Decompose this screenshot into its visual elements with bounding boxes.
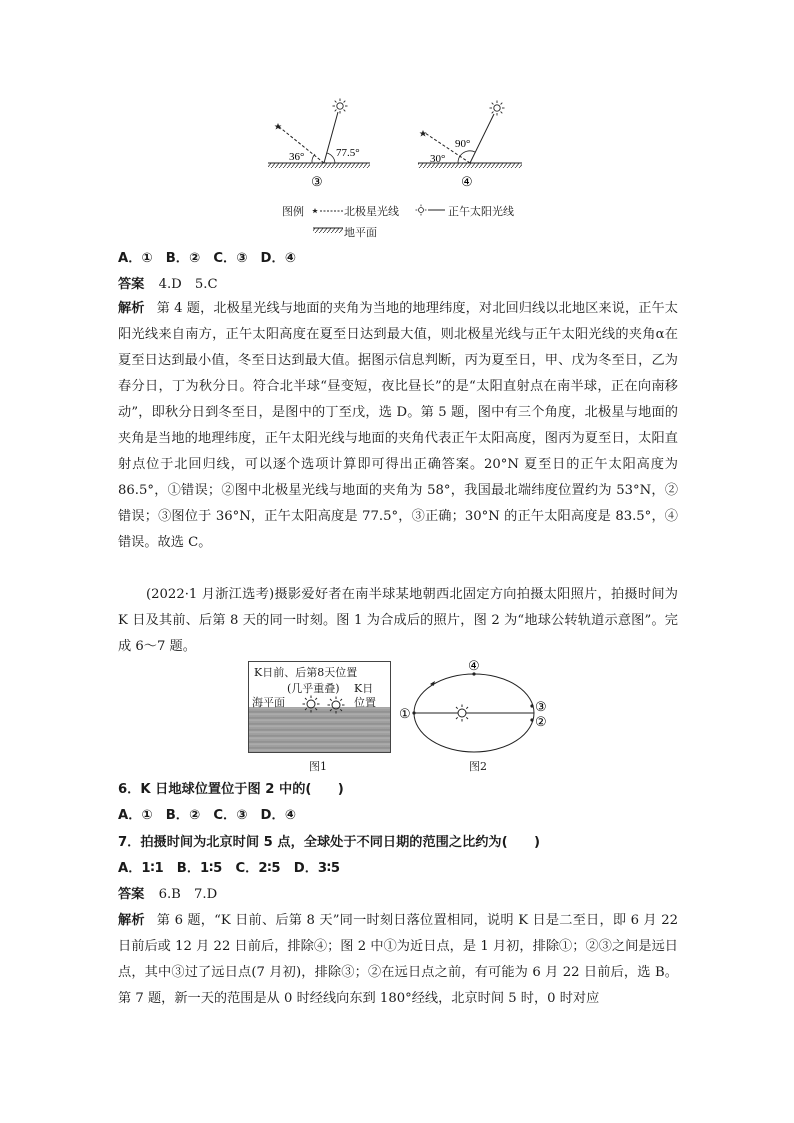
star-icon [420, 130, 427, 137]
diagram-4 [418, 101, 522, 190]
fig1-k-label-1: K日 [354, 682, 374, 695]
diagram-3 [268, 99, 370, 190]
answer-text: 6.B 7.D [158, 887, 218, 902]
figure-1-caption: 图1 [309, 760, 327, 773]
analysis-label: 解析 [118, 301, 145, 316]
legend-ground: 地平面 [344, 226, 377, 239]
diagram-4-label: ④ [461, 174, 473, 189]
legend-sun: 正午太阳光线 [448, 205, 514, 218]
position-2-dot [530, 718, 533, 721]
q7-options: A．1∶1 B．1∶5 C．2∶5 D．3∶5 [118, 861, 341, 876]
angle-sun-3: 77.5° [336, 147, 360, 159]
figure-2-caption: 图2 [469, 760, 487, 773]
q45-options: A．① B．② C．③ D．④ [118, 251, 296, 266]
orbit-label-3: ③ [535, 699, 547, 714]
angle-star-3: 36° [289, 151, 305, 163]
fig1-text-1: K日前、后第8天位置 [254, 666, 358, 679]
sun-ray [470, 114, 494, 163]
orbit-direction-arrow [430, 681, 435, 686]
fig1-sea-label: 海平面 [252, 696, 285, 709]
orbit-label-1: ① [399, 706, 411, 721]
sun-legend-icon [414, 204, 446, 216]
ground-legend-icon [312, 227, 344, 235]
analysis-2 [118, 908, 678, 1012]
answer-1 [118, 274, 218, 296]
figure-2-orbit [396, 656, 554, 758]
analysis-1 [118, 296, 678, 556]
fig1-suns [301, 694, 357, 716]
fig1-text-2: (几乎重叠) [287, 682, 340, 695]
polaris-legend-icon [312, 207, 344, 215]
diagram-3-label: ③ [311, 174, 323, 189]
sun-angle-diagrams [260, 92, 540, 197]
sun-icon [303, 696, 320, 713]
angle-star-4: 30° [430, 153, 446, 165]
answer-text: 4.D 5.C [158, 277, 218, 292]
q7-stem: 7．拍摄时间为北京时间 5 点，全球处于不同日期的范围之比约为( ) [118, 835, 541, 850]
legend-polaris: 北极星光线 [344, 205, 399, 218]
analysis-text: 第 4 题，北极星光线与地面的夹角为当地的地理纬度，对北回归线以北地区来说，正午太阳光线来自南方，正午太阳高度在夏至日达到最大值，则北极星光线与正午太阳光线的夹角α在夏至日达到最小值，冬至日达到最大值。据图示信息判断，丙为夏至日，甲、戊为冬至日，乙为春分日，丁为秋分日。符合北半球“昼变短，夜比昼长”的是“太阳直射点在南半球，正在向南移动”，即秋分日到冬至日，是图中的丁至戊，选 D。第 5 题，图中有三个角度，北极星与地面的夹角是当地的地理纬度，正午太阳光线与地面的夹角代表正午太阳高度，图丙为夏至日，太阳直射点位于北回归线，可以逐个选项计算即可得出正确答案。20°N 夏至日的正午太阳高度为 86.5°，①错误；②图中北极星光线与地面的夹角为 58°，我国最北端纬度位置约为 53°N，②错误；③图位于 36°N，正午太阳高度是 77.5°，③正确；30°N 的正午太阳高度是 83.5°，④错误。故选 C。 [118, 301, 678, 550]
figure-1-photo [248, 661, 391, 753]
orbit-label-2: ② [535, 714, 547, 729]
question-intro: (2022·1 月浙江选考)摄影爱好者在南半球某地朝西北固定方向拍摄太阳照片，拍摄时间为 K 日及其前、后第 8 天的同一时刻。图 1 为合成后的照片，图 2 为“地球公转轨道示意图”。完成 6～7 题。 [118, 587, 678, 654]
orbit-label-4: ④ [468, 658, 480, 673]
answer-2 [118, 884, 217, 906]
sun-icon [333, 99, 348, 114]
answer-label: 答案 [118, 887, 145, 902]
legend-prefix: 图例 [282, 205, 304, 218]
analysis-label: 解析 [118, 913, 145, 928]
sun-icon [490, 101, 505, 116]
legend [272, 203, 552, 241]
fig1-k-label-2: 位置 [354, 696, 376, 709]
answer-label: 答案 [118, 277, 145, 292]
q6-stem: 6．K 日地球位置位于图 2 中的( ) [118, 782, 344, 797]
position-1-dot [412, 711, 415, 714]
position-3-dot [530, 704, 533, 707]
q6-options: A．① B．② C．③ D．④ [118, 808, 296, 823]
sun-icon [328, 697, 345, 714]
angle-between-4: 90° [455, 138, 471, 150]
analysis-text: 第 6 题，“K 日前、后第 8 天”同一时刻日落位置相同，说明 K 日是二至日，即 6 月 22 日前后或 12 月 22 日前后，排除④；图 2 中①为近日点，是 1 月初，排除①；②③之间是远日点，其中③过了远日点(7 月初)，排除③；②在远日点之前，有可能为 6 月 22 日前后，选 B。第 7 题，新一天的范围是从 0 时经线向东到 180°经线，北京时间 5 时，0 时对应 [118, 913, 678, 1006]
